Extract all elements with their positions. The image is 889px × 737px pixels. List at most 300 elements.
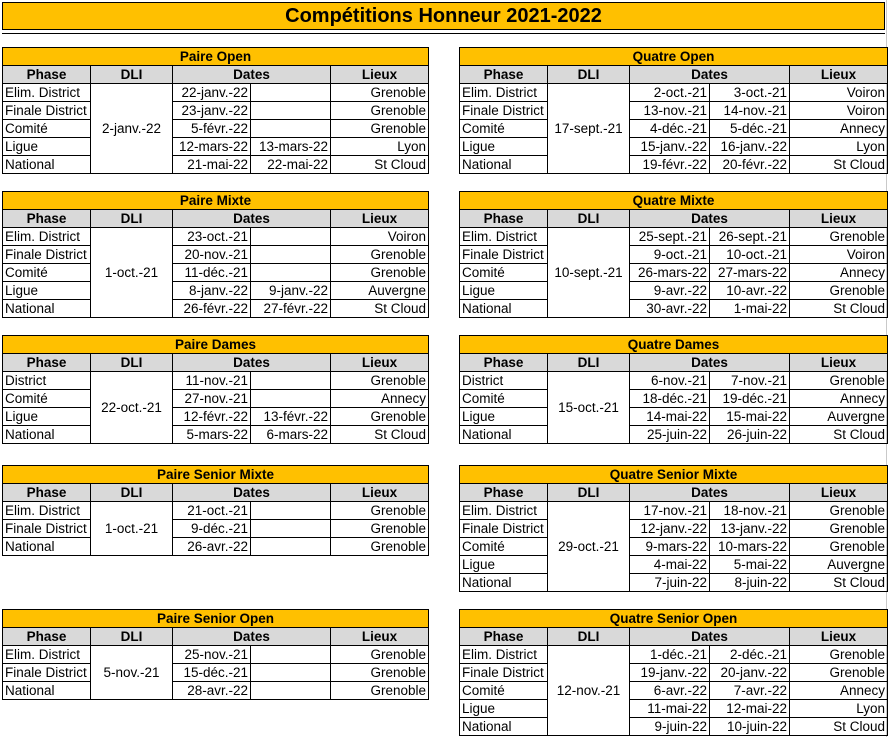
- competition-title: Quatre Open: [460, 48, 888, 66]
- date-start-cell: 18-déc.-21: [630, 390, 710, 408]
- date-end-cell: [251, 102, 331, 120]
- date-start-cell: 26-févr.-22: [173, 300, 251, 318]
- date-start-cell: 11-mai-22: [630, 700, 710, 718]
- header-dli: DLI: [91, 66, 173, 84]
- table-row: [460, 390, 888, 408]
- table-row: [460, 682, 888, 700]
- lieu-cell: Grenoble: [790, 372, 888, 390]
- table-row: [460, 84, 888, 102]
- table-quatre-mixte: [459, 191, 888, 318]
- phase-cell: National: [460, 718, 548, 736]
- header-row: [460, 66, 888, 84]
- header-dates: Dates: [630, 484, 790, 502]
- date-start-cell: 7-juin-22: [630, 574, 710, 592]
- phase-cell: Elim. District: [3, 502, 91, 520]
- date-start-cell: 21-oct.-21: [173, 502, 251, 520]
- header-lieux: Lieux: [790, 66, 888, 84]
- lieu-cell: Annecy: [790, 390, 888, 408]
- lieu-cell: St Cloud: [790, 300, 888, 318]
- competition-title: Paire Dames: [3, 336, 429, 354]
- table-row: [3, 682, 429, 700]
- table-row: [460, 502, 888, 520]
- table-row: [460, 246, 888, 264]
- phase-cell: Comité: [460, 120, 548, 138]
- phase-cell: Finale District: [460, 520, 548, 538]
- phase-cell: Elim. District: [460, 646, 548, 664]
- table-paire-mixte: [2, 191, 429, 318]
- date-end-cell: 13-janv.-22: [710, 520, 790, 538]
- date-start-cell: 25-sept.-21: [630, 228, 710, 246]
- phase-cell: Ligue: [460, 408, 548, 426]
- date-end-cell: [251, 646, 331, 664]
- phase-cell: Elim. District: [460, 84, 548, 102]
- header-phase: Phase: [460, 484, 548, 502]
- date-start-cell: 26-mars-22: [630, 264, 710, 282]
- header-dates: Dates: [630, 66, 790, 84]
- date-end-cell: 26-juin-22: [710, 426, 790, 444]
- dli-cell: 10-sept.-21: [548, 228, 630, 318]
- lieu-cell: Grenoble: [331, 120, 429, 138]
- date-end-cell: 27-févr.-22: [251, 300, 331, 318]
- competition-title: Paire Senior Open: [3, 610, 429, 628]
- table-row: [460, 282, 888, 300]
- date-end-cell: 15-mai-22: [710, 408, 790, 426]
- header-phase: Phase: [3, 210, 91, 228]
- date-end-cell: 27-mars-22: [710, 264, 790, 282]
- table-row: [460, 718, 888, 736]
- table-row: [3, 228, 429, 246]
- date-end-cell: 10-oct.-21: [710, 246, 790, 264]
- table-row: [3, 520, 429, 538]
- header-row: [460, 484, 888, 502]
- date-start-cell: 19-janv.-22: [630, 664, 710, 682]
- header-row: [460, 628, 888, 646]
- lieu-cell: Lyon: [331, 138, 429, 156]
- table-row: [460, 300, 888, 318]
- date-start-cell: 23-janv.-22: [173, 102, 251, 120]
- phase-cell: Finale District: [3, 520, 91, 538]
- lieu-cell: Grenoble: [790, 538, 888, 556]
- date-end-cell: [251, 120, 331, 138]
- lieu-cell: Grenoble: [331, 538, 429, 556]
- date-start-cell: 9-avr.-22: [630, 282, 710, 300]
- table-row: [3, 390, 429, 408]
- lieu-cell: Grenoble: [790, 282, 888, 300]
- phase-cell: District: [460, 372, 548, 390]
- header-phase: Phase: [3, 484, 91, 502]
- phase-cell: Finale District: [3, 102, 91, 120]
- lieu-cell: Auvergne: [790, 556, 888, 574]
- header-phase: Phase: [460, 354, 548, 372]
- date-start-cell: 1-déc.-21: [630, 646, 710, 664]
- date-end-cell: [251, 228, 331, 246]
- page-title: Compétitions Honneur 2021-2022: [2, 2, 885, 30]
- lieu-cell: Grenoble: [331, 372, 429, 390]
- table-paire-senior-mixte: [2, 465, 429, 556]
- date-start-cell: 9-oct.-21: [630, 246, 710, 264]
- phase-cell: Comité: [460, 390, 548, 408]
- table-row: [3, 664, 429, 682]
- header-dli: DLI: [548, 628, 630, 646]
- date-end-cell: 7-nov.-21: [710, 372, 790, 390]
- header-phase: Phase: [460, 628, 548, 646]
- date-end-cell: [251, 372, 331, 390]
- phase-cell: National: [460, 300, 548, 318]
- table-row: [460, 102, 888, 120]
- competition-title: Paire Open: [3, 48, 429, 66]
- date-start-cell: 5-févr.-22: [173, 120, 251, 138]
- table-paire-dames: [2, 335, 429, 444]
- date-start-cell: 14-mai-22: [630, 408, 710, 426]
- header-dates: Dates: [630, 210, 790, 228]
- date-start-cell: 11-déc.-21: [173, 264, 251, 282]
- phase-cell: Ligue: [460, 556, 548, 574]
- lieu-cell: Grenoble: [790, 520, 888, 538]
- dli-cell: 12-nov.-21: [548, 646, 630, 736]
- date-end-cell: 26-sept.-21: [710, 228, 790, 246]
- date-end-cell: 5-mai-22: [710, 556, 790, 574]
- date-end-cell: [251, 84, 331, 102]
- lieu-cell: St Cloud: [790, 718, 888, 736]
- table-row: [460, 556, 888, 574]
- lieu-cell: Grenoble: [790, 646, 888, 664]
- header-dates: Dates: [173, 66, 331, 84]
- header-phase: Phase: [3, 66, 91, 84]
- lieu-cell: Auvergne: [331, 282, 429, 300]
- phase-cell: Comité: [460, 682, 548, 700]
- date-start-cell: 12-janv.-22: [630, 520, 710, 538]
- phase-cell: Elim. District: [3, 646, 91, 664]
- header-dli: DLI: [548, 484, 630, 502]
- date-end-cell: 10-avr.-22: [710, 282, 790, 300]
- date-end-cell: [251, 538, 331, 556]
- header-dates: Dates: [173, 484, 331, 502]
- lieu-cell: Grenoble: [790, 664, 888, 682]
- phase-cell: Comité: [3, 120, 91, 138]
- phase-cell: Ligue: [460, 700, 548, 718]
- date-start-cell: 12-mars-22: [173, 138, 251, 156]
- header-dates: Dates: [173, 628, 331, 646]
- lieu-cell: Grenoble: [331, 502, 429, 520]
- date-start-cell: 6-avr.-22: [630, 682, 710, 700]
- table-row: [460, 372, 888, 390]
- dli-cell: 29-oct.-21: [548, 502, 630, 592]
- dli-cell: 17-sept.-21: [548, 84, 630, 174]
- date-end-cell: [251, 390, 331, 408]
- header-lieux: Lieux: [331, 66, 429, 84]
- lieu-cell: St Cloud: [790, 156, 888, 174]
- date-end-cell: 20-févr.-22: [710, 156, 790, 174]
- phase-cell: Elim. District: [3, 84, 91, 102]
- date-start-cell: 21-mai-22: [173, 156, 251, 174]
- lieu-cell: Grenoble: [331, 102, 429, 120]
- header-dli: DLI: [548, 354, 630, 372]
- phase-cell: National: [3, 538, 91, 556]
- phase-cell: National: [3, 682, 91, 700]
- competition-title: Quatre Senior Mixte: [460, 466, 888, 484]
- competition-title: Quatre Dames: [460, 336, 888, 354]
- title-underline: [2, 33, 885, 34]
- dli-cell: 2-janv.-22: [91, 84, 173, 174]
- table-row: [460, 646, 888, 664]
- phase-cell: Ligue: [460, 282, 548, 300]
- header-dli: DLI: [91, 484, 173, 502]
- header-dli: DLI: [548, 66, 630, 84]
- table-row: [3, 646, 429, 664]
- table-row: [3, 300, 429, 318]
- date-end-cell: [251, 264, 331, 282]
- lieu-cell: Grenoble: [331, 246, 429, 264]
- table-row: [460, 700, 888, 718]
- phase-cell: Finale District: [3, 664, 91, 682]
- dli-cell: 1-oct.-21: [91, 502, 173, 556]
- competition-title: Quatre Mixte: [460, 192, 888, 210]
- date-start-cell: 19-févr.-22: [630, 156, 710, 174]
- table-row: [460, 426, 888, 444]
- table-row: [460, 156, 888, 174]
- table-row: [3, 372, 429, 390]
- phase-cell: National: [460, 574, 548, 592]
- table-row: [460, 520, 888, 538]
- date-start-cell: 27-nov.-21: [173, 390, 251, 408]
- table-paire-open: [2, 47, 429, 174]
- date-start-cell: 30-avr.-22: [630, 300, 710, 318]
- lieu-cell: Voiron: [790, 102, 888, 120]
- date-end-cell: 20-janv.-22: [710, 664, 790, 682]
- lieu-cell: St Cloud: [790, 574, 888, 592]
- date-start-cell: 25-juin-22: [630, 426, 710, 444]
- header-phase: Phase: [460, 66, 548, 84]
- table-row: [460, 120, 888, 138]
- competition-title: Quatre Senior Open: [460, 610, 888, 628]
- header-dli: DLI: [91, 354, 173, 372]
- header-dates: Dates: [630, 354, 790, 372]
- header-lieux: Lieux: [790, 484, 888, 502]
- lieu-cell: St Cloud: [331, 426, 429, 444]
- date-start-cell: 26-avr.-22: [173, 538, 251, 556]
- phase-cell: Ligue: [3, 408, 91, 426]
- date-start-cell: 15-janv.-22: [630, 138, 710, 156]
- date-end-cell: 8-juin-22: [710, 574, 790, 592]
- phase-cell: Elim. District: [3, 228, 91, 246]
- lieu-cell: Annecy: [790, 682, 888, 700]
- table-row: [460, 408, 888, 426]
- phase-cell: Ligue: [460, 138, 548, 156]
- header-dates: Dates: [173, 210, 331, 228]
- table-paire-senior-open: [2, 609, 429, 700]
- phase-cell: District: [3, 372, 91, 390]
- lieu-cell: Voiron: [790, 246, 888, 264]
- lieu-cell: Grenoble: [790, 228, 888, 246]
- table-quatre-senior-mixte: [459, 465, 888, 592]
- date-start-cell: 4-mai-22: [630, 556, 710, 574]
- header-row: [3, 484, 429, 502]
- header-lieux: Lieux: [790, 210, 888, 228]
- date-start-cell: 9-mars-22: [630, 538, 710, 556]
- date-end-cell: [251, 502, 331, 520]
- lieu-cell: St Cloud: [331, 156, 429, 174]
- phase-cell: Comité: [460, 538, 548, 556]
- lieu-cell: Annecy: [331, 390, 429, 408]
- phase-cell: Comité: [3, 264, 91, 282]
- lieu-cell: Grenoble: [331, 84, 429, 102]
- phase-cell: Ligue: [3, 138, 91, 156]
- table-quatre-dames: [459, 335, 888, 444]
- lieu-cell: Grenoble: [331, 408, 429, 426]
- table-row: [460, 138, 888, 156]
- date-end-cell: 10-juin-22: [710, 718, 790, 736]
- header-phase: Phase: [3, 354, 91, 372]
- date-end-cell: 16-janv.-22: [710, 138, 790, 156]
- header-lieux: Lieux: [331, 354, 429, 372]
- header-lieux: Lieux: [331, 628, 429, 646]
- table-quatre-open: [459, 47, 888, 174]
- date-start-cell: 17-nov.-21: [630, 502, 710, 520]
- dli-cell: 22-oct.-21: [91, 372, 173, 444]
- phase-cell: Finale District: [3, 246, 91, 264]
- lieu-cell: Auvergne: [790, 408, 888, 426]
- phase-cell: National: [460, 426, 548, 444]
- header-row: [460, 210, 888, 228]
- dli-cell: 15-oct.-21: [548, 372, 630, 444]
- date-start-cell: 25-nov.-21: [173, 646, 251, 664]
- phase-cell: National: [3, 426, 91, 444]
- table-row: [3, 282, 429, 300]
- table-row: [460, 228, 888, 246]
- table-row: [3, 408, 429, 426]
- lieu-cell: Annecy: [790, 120, 888, 138]
- date-start-cell: 13-nov.-21: [630, 102, 710, 120]
- header-dates: Dates: [630, 628, 790, 646]
- date-start-cell: 23-oct.-21: [173, 228, 251, 246]
- date-start-cell: 22-janv.-22: [173, 84, 251, 102]
- competition-title: Paire Mixte: [3, 192, 429, 210]
- phase-cell: Finale District: [460, 664, 548, 682]
- header-dli: DLI: [91, 628, 173, 646]
- lieu-cell: Lyon: [790, 700, 888, 718]
- date-end-cell: 6-mars-22: [251, 426, 331, 444]
- lieu-cell: Annecy: [790, 264, 888, 282]
- header-lieux: Lieux: [790, 354, 888, 372]
- phase-cell: Comité: [3, 390, 91, 408]
- header-lieux: Lieux: [331, 484, 429, 502]
- date-end-cell: 19-déc.-21: [710, 390, 790, 408]
- date-end-cell: 3-oct.-21: [710, 84, 790, 102]
- lieu-cell: St Cloud: [790, 426, 888, 444]
- date-start-cell: 6-nov.-21: [630, 372, 710, 390]
- lieu-cell: Grenoble: [331, 664, 429, 682]
- date-end-cell: 2-déc.-21: [710, 646, 790, 664]
- date-start-cell: 4-déc.-21: [630, 120, 710, 138]
- phase-cell: Elim. District: [460, 502, 548, 520]
- lieu-cell: Voiron: [790, 84, 888, 102]
- table-quatre-senior-open: [459, 609, 888, 736]
- date-start-cell: 9-déc.-21: [173, 520, 251, 538]
- table-row: [3, 246, 429, 264]
- date-start-cell: 2-oct.-21: [630, 84, 710, 102]
- date-end-cell: 7-avr.-22: [710, 682, 790, 700]
- table-row: [460, 664, 888, 682]
- table-row: [3, 538, 429, 556]
- table-row: [3, 426, 429, 444]
- date-start-cell: 8-janv.-22: [173, 282, 251, 300]
- date-end-cell: 14-nov.-21: [710, 102, 790, 120]
- lieu-cell: St Cloud: [331, 300, 429, 318]
- date-end-cell: [251, 682, 331, 700]
- phase-cell: Finale District: [460, 102, 548, 120]
- header-row: [460, 354, 888, 372]
- lieu-cell: Grenoble: [331, 520, 429, 538]
- lieu-cell: Grenoble: [331, 264, 429, 282]
- table-row: [460, 538, 888, 556]
- table-row: [3, 156, 429, 174]
- table-row: [460, 574, 888, 592]
- header-row: [3, 210, 429, 228]
- table-row: [3, 84, 429, 102]
- phase-cell: Finale District: [460, 246, 548, 264]
- phase-cell: Ligue: [3, 282, 91, 300]
- date-end-cell: [251, 664, 331, 682]
- lieu-cell: Grenoble: [790, 502, 888, 520]
- table-row: [3, 264, 429, 282]
- table-row: [460, 264, 888, 282]
- phase-cell: National: [3, 156, 91, 174]
- date-end-cell: [251, 246, 331, 264]
- date-start-cell: 20-nov.-21: [173, 246, 251, 264]
- date-end-cell: 13-févr.-22: [251, 408, 331, 426]
- table-row: [3, 120, 429, 138]
- table-row: [3, 138, 429, 156]
- header-dates: Dates: [173, 354, 331, 372]
- date-start-cell: 15-déc.-21: [173, 664, 251, 682]
- date-end-cell: 9-janv.-22: [251, 282, 331, 300]
- header-row: [3, 354, 429, 372]
- phase-cell: Comité: [460, 264, 548, 282]
- date-end-cell: [251, 520, 331, 538]
- lieu-cell: Grenoble: [331, 682, 429, 700]
- header-lieux: Lieux: [331, 210, 429, 228]
- phase-cell: Elim. District: [460, 228, 548, 246]
- date-end-cell: 18-nov.-21: [710, 502, 790, 520]
- header-row: [3, 628, 429, 646]
- competition-title: Paire Senior Mixte: [3, 466, 429, 484]
- date-end-cell: 1-mai-22: [710, 300, 790, 318]
- header-row: [3, 66, 429, 84]
- phase-cell: National: [3, 300, 91, 318]
- header-phase: Phase: [3, 628, 91, 646]
- lieu-cell: Lyon: [790, 138, 888, 156]
- table-row: [3, 502, 429, 520]
- date-end-cell: 22-mai-22: [251, 156, 331, 174]
- phase-cell: National: [460, 156, 548, 174]
- lieu-cell: Voiron: [331, 228, 429, 246]
- date-end-cell: 13-mars-22: [251, 138, 331, 156]
- date-start-cell: 11-nov.-21: [173, 372, 251, 390]
- header-phase: Phase: [460, 210, 548, 228]
- date-start-cell: 5-mars-22: [173, 426, 251, 444]
- header-dli: DLI: [91, 210, 173, 228]
- dli-cell: 5-nov.-21: [91, 646, 173, 700]
- date-end-cell: 12-mai-22: [710, 700, 790, 718]
- dli-cell: 1-oct.-21: [91, 228, 173, 318]
- date-end-cell: 10-mars-22: [710, 538, 790, 556]
- date-start-cell: 12-févr.-22: [173, 408, 251, 426]
- lieu-cell: Grenoble: [331, 646, 429, 664]
- date-end-cell: 5-déc.-21: [710, 120, 790, 138]
- header-lieux: Lieux: [790, 628, 888, 646]
- header-dli: DLI: [548, 210, 630, 228]
- table-row: [3, 102, 429, 120]
